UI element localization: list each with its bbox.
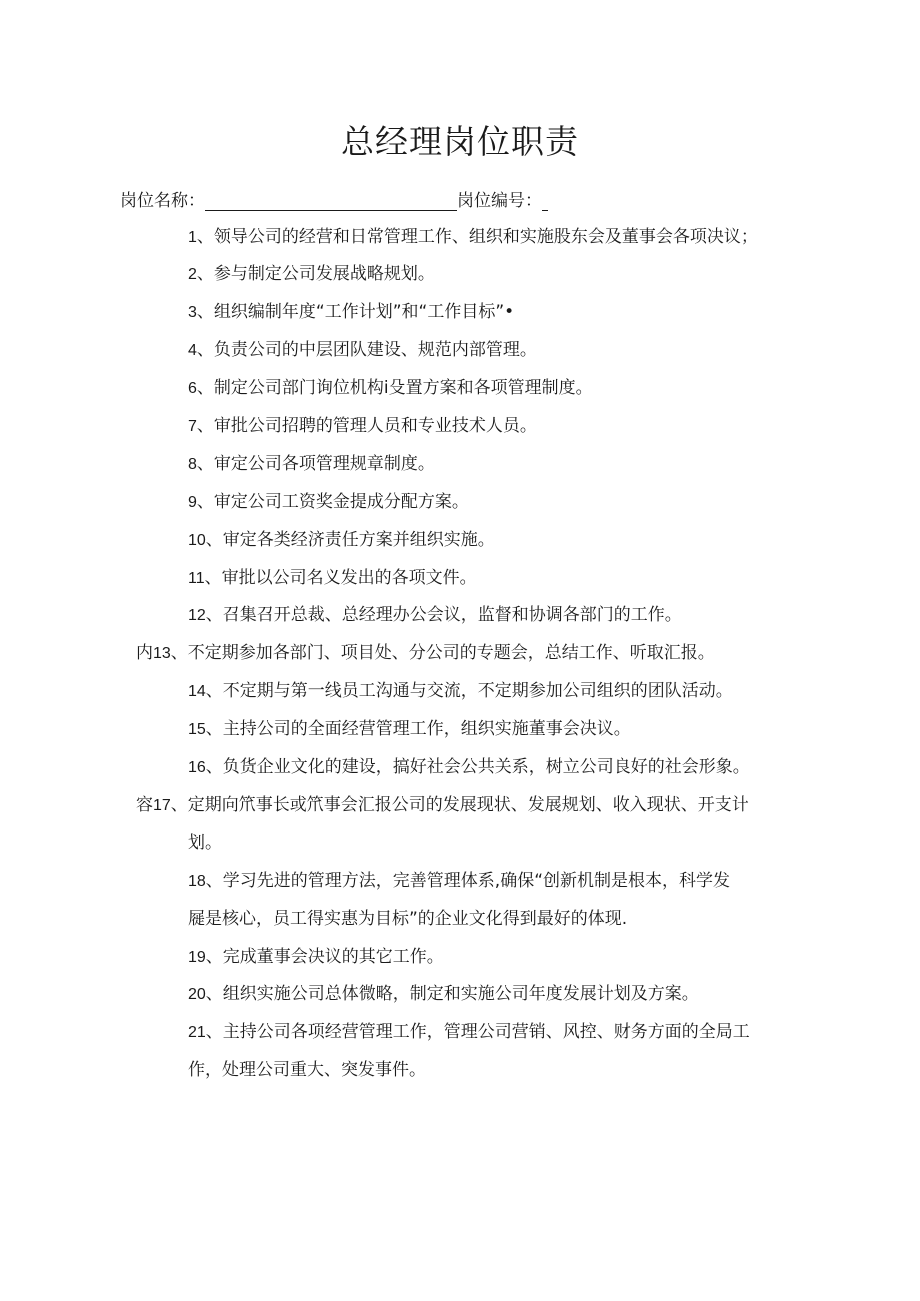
item-number: 2 — [188, 266, 197, 283]
item-number: 17 — [153, 797, 171, 814]
item-number: 6 — [188, 380, 197, 397]
item-text: 、审定各类经济责任方案并组织实施。 — [205, 530, 495, 550]
item-number: 15 — [188, 721, 206, 738]
item-number: 19 — [188, 949, 206, 966]
item-continuation: 划。 — [188, 833, 222, 853]
duty-item — [188, 454, 435, 475]
item-text: 、主持公司各项经营管理工作，管理公司营销、风控、财务方面的全局工 — [205, 1022, 750, 1042]
document-title: 总经理岗位职责 — [341, 122, 579, 161]
duty-item — [188, 871, 731, 929]
duty-item — [136, 643, 715, 664]
duty-item — [188, 530, 495, 551]
margin-note: 容 — [136, 795, 153, 815]
duty-item — [188, 757, 750, 778]
item-text: 、不定期参加各部门、项目处、分公司的专题会，总结工作、听取汇报。 — [170, 643, 715, 663]
position-name-label: 岗位名称： — [120, 191, 205, 211]
duty-item — [188, 681, 733, 702]
duty-item — [188, 492, 469, 513]
margin-note: 内 — [136, 643, 153, 663]
item-text: 、定期向笊事长或笊事会汇报公司的发展现状、发展规划、收入现状、开支计 — [170, 795, 749, 815]
duty-item — [188, 947, 444, 968]
item-number: 20 — [188, 986, 206, 1003]
duty-item — [188, 378, 593, 399]
item-text: 、学习先进的管理方法，完善管理体系,确保“创新机制是根本，科学发 — [205, 871, 731, 891]
duty-item — [188, 227, 758, 248]
item-text: 、审定公司各项管理规章制度。 — [196, 454, 435, 474]
position-no-blank — [542, 194, 548, 211]
duty-item — [136, 795, 749, 853]
item-text: 、审定公司工资奖金提成分配方案。 — [196, 492, 469, 512]
item-number: 7 — [188, 418, 197, 435]
item-text: 、组织实施公司总体微略，制定和实施公司年度发展计划及方案。 — [205, 984, 699, 1004]
position-fields — [120, 186, 548, 211]
item-text: 、审批以公司名义发出的各项文件。 — [204, 568, 477, 588]
item-text: 、审批公司招聘的管理人员和专业技术人员。 — [196, 416, 537, 436]
item-text: 、主持公司的全面经营管理工作，组织实施董事会决议。 — [205, 719, 631, 739]
duty-item — [188, 719, 631, 740]
item-text: 、参与制定公司发展战略规划。 — [196, 264, 435, 284]
item-number: 18 — [188, 873, 206, 890]
duty-item — [188, 605, 682, 626]
duty-item — [188, 568, 477, 589]
item-number: 16 — [188, 759, 206, 776]
item-text: 、组织编制年度“工作计划”和“工作目标”• — [196, 302, 515, 322]
item-number: 9 — [188, 494, 197, 511]
item-text: 、负货企业文化的建设，搞好社会公共关系，树立公司良好的社会形象。 — [205, 757, 750, 777]
duty-item — [188, 1022, 750, 1080]
duty-item — [188, 340, 537, 361]
item-number: 8 — [188, 456, 197, 473]
item-number: 10 — [188, 532, 206, 549]
item-text: 、不定期与第一线员工沟通与交流，不定期参加公司组织的团队活动。 — [205, 681, 733, 701]
item-text: 、召集召开总裁、总经理办公会议，监督和协调各部门的工作。 — [205, 605, 682, 625]
item-text: 、负责公司的中层团队建设、规范内部管理。 — [196, 340, 537, 360]
position-name-blank — [205, 194, 457, 211]
item-text: 、完成董事会决议的其它工作。 — [205, 947, 444, 967]
duty-item — [188, 416, 537, 437]
item-text: 、制定公司部门询位机构i殳置方案和各项管理制度。 — [196, 378, 593, 398]
item-number: 14 — [188, 683, 206, 700]
item-number: 1 — [188, 229, 197, 246]
item-number: 3 — [188, 304, 197, 321]
item-number: 11 — [188, 570, 205, 587]
item-continuation: 作，处理公司重大、突发事件。 — [188, 1060, 426, 1080]
duty-item — [188, 302, 514, 323]
item-number: 21 — [188, 1024, 206, 1041]
item-number: 13 — [153, 645, 171, 662]
item-number: 12 — [188, 607, 206, 624]
item-text: 、领导公司的经营和日常管理工作、组织和实施股东会及董事会各项决议； — [196, 227, 758, 247]
duty-item — [188, 984, 699, 1005]
item-continuation: 屣是核心，员工得实惠为目标”的企业文化得到最好的体现. — [188, 909, 628, 929]
item-number: 4 — [188, 342, 197, 359]
position-no-label: 岗位编号： — [457, 191, 542, 211]
duty-item — [188, 264, 435, 285]
